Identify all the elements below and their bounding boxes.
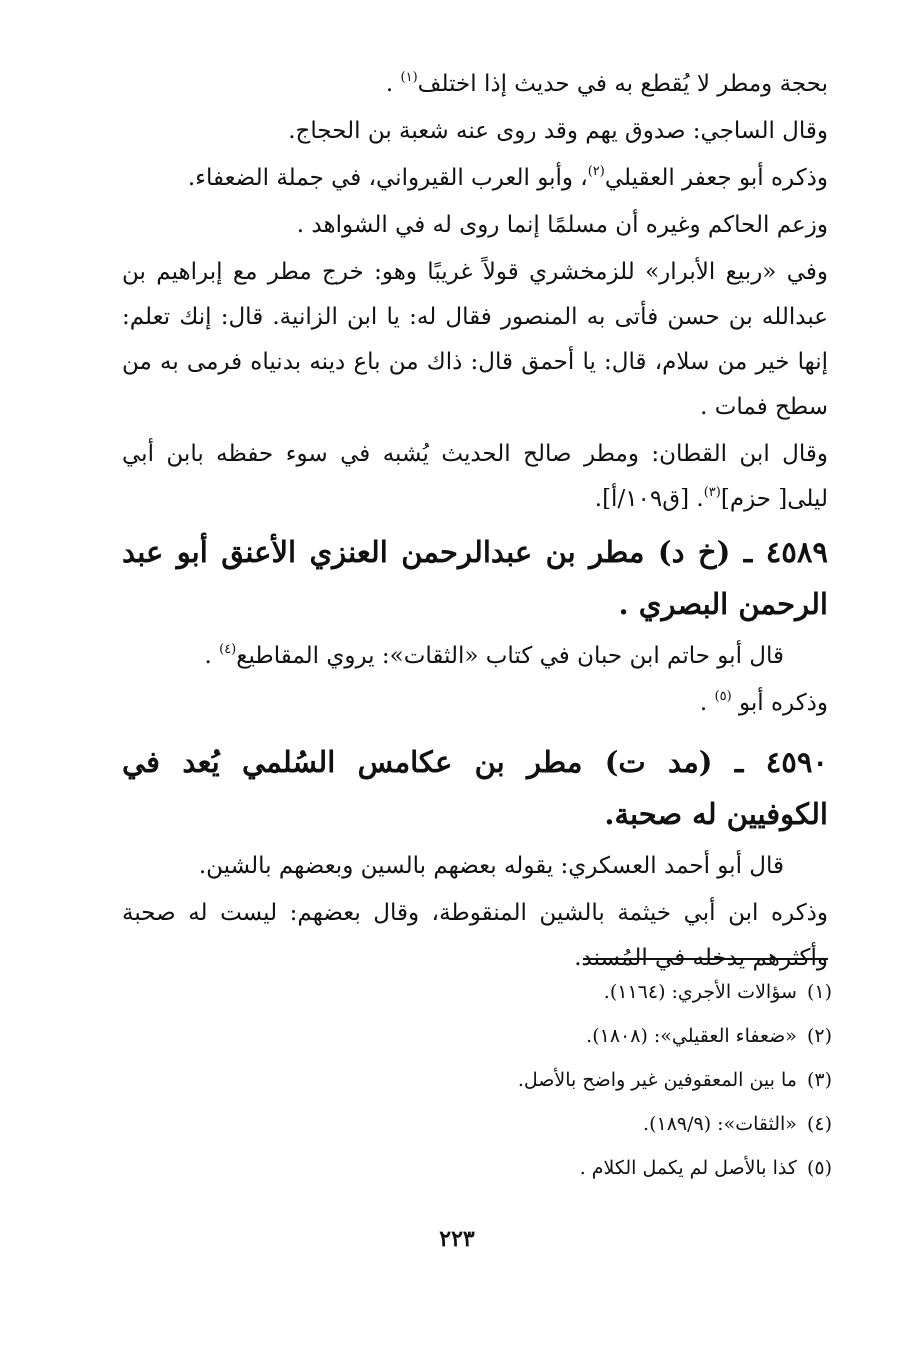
main-text [122,62,828,983]
entry-4590-paragraph-1: قال أبو أحمد العسكري: يقوله بعضهم بالسين وبعضهم بالشين. [198,853,784,879]
footnote-text: «الثقات»: (١٨٩/٩). [643,1113,797,1135]
footnote-ref-1[interactable]: (١) [400,70,418,85]
paragraph-5: وفي «ربيع الأبرار» للزمخشري قولاً غريبًا وهو: خرج مطر مع إبراهيم بن عبدالله بن حسن فأتى به المنصور فقال له: يا ابن الزانية. قال: إنك تعلم: إنها خير من سلام، قال: يا أحمق قال: ذاك من باع دينه بدنياه فرمى به من سطح فمات . [122,259,828,420]
footnote-separator [583,958,828,960]
footnote-3 [126,1058,832,1102]
footnote-1 [126,970,832,1014]
footnote-text: «ضعفاء العقيلي»: (١٨٠٨). [586,1025,797,1047]
footnote-ref-5[interactable]: (٥) [714,689,732,704]
footnote-4 [126,1102,832,1146]
footnote-text: كذا بالأصل لم يكمل الكلام . [579,1157,797,1179]
paragraph-6: وقال ابن القطان: ومطر صالح الحديث يُشبه في سوء حفظه بابن أبي ليلى[ حزم]$^{(٣)}$. [ق١٠٩/أ]. [122,441,828,512]
paragraph-1: بحجة ومطر لا يُقطع به في حديث إذا اختلف$^{(١)}$ . [385,70,828,97]
footnote-ref-4[interactable]: (٤) [219,642,237,657]
footnote-number: (٤) [806,1113,832,1135]
entry-4589-paragraph-2: وذكره أبو $^{(٥)}$ . [699,689,828,716]
paragraph-3: وذكره أبو جعفر العقيلي$^{(٢)}$، وأبو العرب القيرواني، في جملة الضعفاء. [187,164,828,191]
entry-4589-heading: ٤٥٨٩ ـ (خ د) مطر بن عبدالرحمن العنزي الأعنق أبو عبد الرحمن البصري . [122,535,828,621]
footnote-ref-2[interactable]: (٢) [587,164,605,179]
footnote-number: (٢) [806,1025,832,1047]
paragraph-4: وزعم الحاكم وغيره أن مسلمًا إنما روى له في الشواهد . [296,212,828,238]
paragraph-2: وقال الساجي: صدوق يهم وقد روى عنه شعبة بن الحجاج. [288,118,828,144]
footnote-text: سؤالات الأجري: (١١٦٤). [603,981,797,1003]
footnote-number: (٣) [806,1069,832,1091]
page-number: ٢٢٣ [439,1226,475,1252]
footnotes [126,970,832,1190]
footnote-text: ما بين المعقوفين غير واضح بالأصل. [517,1069,797,1091]
entry-4589-paragraph-1: قال أبو حاتم ابن حبان في كتاب «الثقات»: يروي المقاطيع$^{(٤)}$ . [204,642,784,669]
footnote-2 [126,1014,832,1058]
footnote-ref-3[interactable]: (٣) [703,485,721,500]
entry-4590-heading: ٤٥٩٠ ـ (مد ت) مطر بن عكامس السُلمي يُعد في الكوفيين له صحبة. [122,745,828,831]
footnote-5 [126,1146,832,1190]
footnote-number: (٥) [806,1157,832,1179]
footnote-number: (١) [806,981,832,1003]
entry-4590-paragraph-2: وذكره ابن أبي خيثمة بالشين المنقوطة، وقال بعضهم: ليست له صحبة وأكثرهم يدخله في المُسند. [122,900,828,971]
